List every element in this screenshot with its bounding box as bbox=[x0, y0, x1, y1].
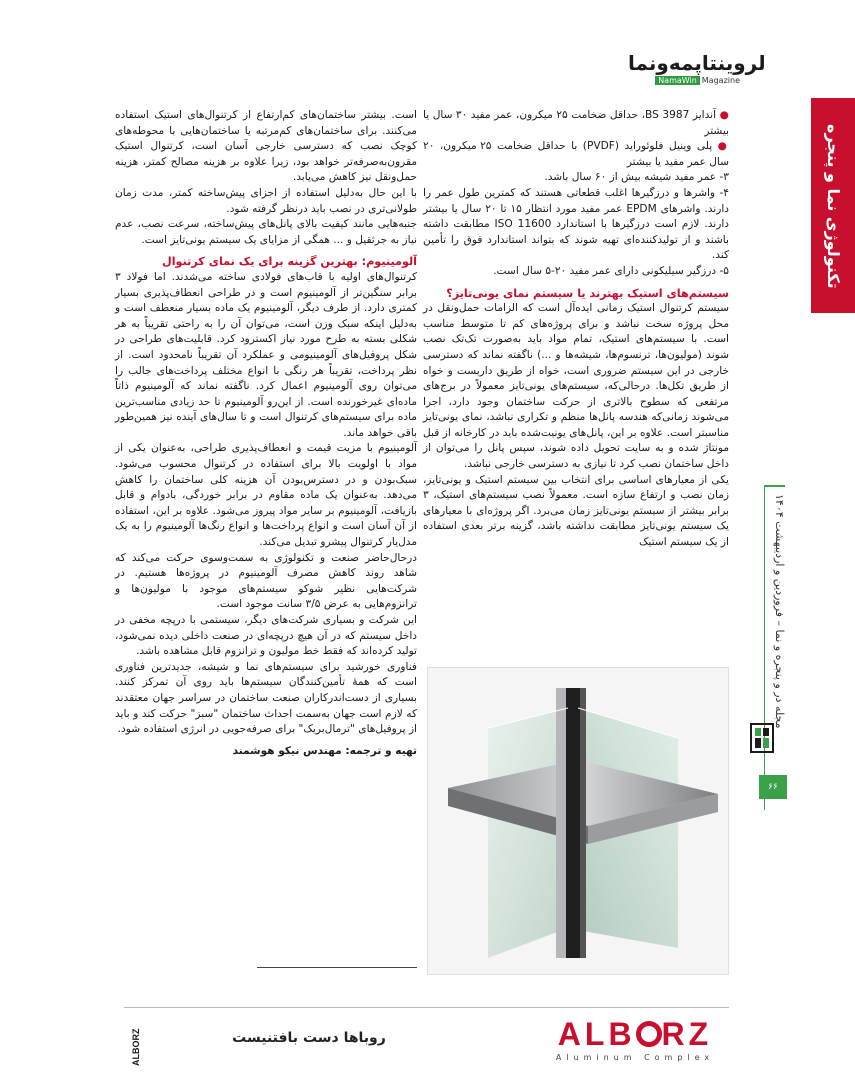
alborz-word-b: RZ bbox=[661, 1016, 713, 1052]
issue-caption: مجله در و پنجره و نما – فروردین و اردیبهشت ۱۴۰۴ bbox=[773, 494, 786, 729]
alborz-subtitle: Aluminum Complex bbox=[555, 1053, 715, 1062]
paragraph-text: پلی وینیل فلوئوراید (PVDF) با حداقل ضخامت ۲۵ میکرون، ۲۰ سال عمر مفید یا بیشتر bbox=[423, 140, 729, 168]
author-credit: تهیه و ترجمه: مهندس نیکو هوشمند bbox=[232, 744, 417, 757]
paragraph: سیستم کرتنوال استیک زمانی ایده‌آل است که الزامات حمل‌ونقل در محل پروژه سخت نباشد و برای پروژه‌های کم تا متوسط مناسب است. با سیستم‌های استیک، تمام مواد باید به‌صورت تک‌تک نصب شوند (مولیون‌ها، ترنسوم‌ها، شیشه‌ها و ...) ناگفته نماند که دسترسی خارجی در این سیستم ضروری است، خواه از طریق داربست و خواه از طریق تکل‌ها. درحالی‌که، سیستم‌های یونی‌تایز معمولاً در برج‌های مرتفعی که سطوح بالاتری از حرکت ساختمان وجود دارد، اجرا می‌شوند زمانی‌که هندسه پانل‌ها منظم و تکراری نباشد، نمای یونی‌تایز مناسبتر است. علاوه بر این، پانل‌های یونیت‌شده باید در کارخانه از قبل مونتاژ شده و به سایت تحویل داده شوند، سپس پانل را می‌توان از داخل ساختمان نصب کرد تا نیازی به دسترسی خارجی نباشد. bbox=[423, 302, 729, 471]
logo-en-text bbox=[628, 75, 740, 86]
footer-divider bbox=[124, 1007, 729, 1008]
footer-slogan: روباها دست بافتنیست bbox=[232, 1030, 386, 1046]
side-tick-line bbox=[765, 485, 785, 487]
alborz-logo bbox=[541, 1018, 729, 1064]
paragraph: کرتنوال‌های اولیه با قاب‌های فولادی ساخته می‌شدند. اما فولاد ۳ برابر سنگین‌تر از آلومینیوم است و در طراحی انعطاف‌پذیری بسیار کمتری دارد. از طرف دیگر، آلومینیوم یک ماده بسیار منعطف است و به‌دلیل اینکه سبک وزن است، می‌توان آن را به راحتی تقریباً به هر شکلی بسته به طرح مورد نیاز اکسترود کرد. قابلیت‌های طراحی در شکل پروفیل‌های آلومینیومی و عملکرد آن تقریباً نامحدود است. از نظر پرداخت، تقریباً هر رنگی با انواع مختلف پرداخت‌های جالب را می‌توان روی آلومینیوم اعمال کرد. ناگفته نماند که آلومینیوم ذاتاً ماده‌ای غیرخورنده است. از این‌رو آلومینیوم تا حد زیادی مناسب‌ترین ماده برای سیستم‌های کرتنوال است و تا سال‌های آینده نیز همین‌طور باقی خواهد ماند. bbox=[115, 270, 417, 439]
paragraph: یکی از معیارهای اساسی برای انتخاب بین سیستم استیک و یونی‌تایز، زمان نصب و ارتفاع سازه است. معمولاً نصب سیستم‌های استیک، ۳ برابر بیشتر از سیستم یونی‌تایز زمان می‌برد. اگر پروژه‌ای با معیارهای یک سیستم یونی‌تایز مطابقت نداشته باشد، گزینه برتر بعدی استفاده از یک سیستم استیک bbox=[423, 473, 729, 549]
paragraph: ۵- درزگیر سیلیکونی دارای عمر مفید ۲۰-۵ سال است. bbox=[493, 264, 729, 277]
paragraph: است. بیشتر ساختمان‌های کم‌ارتفاع از کرتنوال‌های استیک استفاده می‌کنند. برای ساختمان‌های کم‌مرتبه یا ساختمان‌هایی با محوطه‌های کوچک نصب که دسترسی خارجی آسان است، کرتنوال استیک مقرون‌به‌صرفه‌تر خواهد بود، زیرا علاوه بر هزینه مصالح کمتر، هزینه حمل‌ونقل نیز کاهش می‌یابد. bbox=[115, 109, 417, 184]
side-vertical-line bbox=[764, 485, 765, 810]
author-underline bbox=[257, 967, 417, 968]
section-heading: سیستم‌های استیک بهترند یا سیستم نمای یونی‌تایز؟ bbox=[446, 286, 729, 300]
curtain-wall-photo bbox=[427, 667, 729, 975]
logo-en-right: Magazine bbox=[701, 76, 740, 85]
paragraph: فناوری خورشید برای سیستم‌های نما و شیشه، جدیدترین فناوری است که همهٔ تأمین‌کنندگان سیستم‌ها باید روی آن تمرکز کنند. بسیاری از دست‌اندرکاران صنعت ساختمان در سراسر جهان معتقدند که لازم است جهان به‌سمت احداث ساختمان "سبز" حرکت کند و باید از پروفیل‌های "ترمال‌بریک" برای صرفه‌جویی در انرژی استفاده شود. bbox=[115, 660, 417, 736]
section-band bbox=[811, 98, 855, 313]
paragraph: آلومینیوم با مزیت قیمت و انعطاف‌پذیری طراحی، به‌عنوان یکی از مواد با اولویت بالا برای استفاده در کرتنوال محسوب می‌شود. سبک‌بودن و در دسترس‌بودن آن هزینه کلی ساختمان را کاهش می‌دهد. به‌عنوان یک ماده مقاوم در برابر خوردگی، بادوام و قابل بازیافت، آلومینیوم بر سایر مواد پیروز می‌شود. علاوه بر این، استفاده از آن آسان است و انواع پرداخت‌ها و انواع رنگ‌ها آلومینیوم را به یک مدل‌یار کرتنوال پیشرو تبدیل می‌کند. bbox=[115, 442, 417, 549]
alborz-vertical-text: ALBORZ bbox=[131, 1028, 141, 1066]
alborz-vertical-mark bbox=[129, 1018, 143, 1068]
alborz-wordmark bbox=[541, 1018, 729, 1050]
paragraph: ۴- واشرها و درزگیرها اغلب قطعاتی هستند که کمترین طول عمر را دارند. واشرهای EPDM عمر مفید مورد انتظار ۱۵ تا ۲۰ سال یا بیشتر دارند. لازم است درزگیرها با استاندارد ISO 11600 مطابقت داشته باشند و از تولیدکننده‌ای تهیه شوند که بتواند استاندارد فوق را تأمین کند. bbox=[423, 186, 729, 262]
alborz-o-ring-icon bbox=[636, 1021, 662, 1047]
window-logo-icon bbox=[747, 718, 777, 758]
paragraph bbox=[423, 108, 729, 139]
paragraph: ۳- عمر مفید شیشه بیش از ۶۰ سال باشد. bbox=[544, 171, 729, 184]
paragraph: این شرکت و بسیاری شرکت‌های دیگر، سیستمی با درپچه مخفی در داخل سیستم که در آن هیچ درپچه‌ای در صنعت داخلی دیده نمی‌شود، تولید کرده‌اند که فقط خط مولیون و ترانزوم قابل مشاهده باشد. bbox=[115, 614, 417, 658]
bullet-icon: ● bbox=[712, 140, 729, 153]
logo-en-left: NamaWin bbox=[655, 76, 700, 85]
paragraph-text: آندایز 3987 BS، حداقل ضخامت ۲۵ میکرون، عمر مفید ۳۰ سال یا بیشتر bbox=[423, 109, 729, 137]
paragraph: جنبه‌هایی مانند کیفیت بالای پانل‌های پیش‌ساخته، سرعت نصب، عدم نیاز به جرثقیل و ... همگی از مزایای یک سیستم یونی‌تایز است. bbox=[115, 218, 417, 246]
article-column-left bbox=[115, 108, 417, 759]
paragraph: درحال‌حاضر صنعت و تکنولوژی به سمت‌وسوی حرکت می‌کند که شاهد روند کاهش مصرف آلومینیوم در پروژه‌ها هستیم. در شرکت‌هایی نظیر شوکو سیستم‌های موجود با مولیون‌ها و ترانزوم‌هایی به عرض ۳/۵ سانت موجود است. bbox=[115, 551, 417, 611]
paragraph: با این حال به‌دلیل استفاده از اجزای پیش‌ساخته کمتر، مدت زمان طولانی‌تری در نصب باید درنظر گرفته شود. bbox=[115, 186, 417, 215]
page-number: ۶۶ bbox=[759, 775, 787, 799]
logo-fa-text: لروینتاپمه‌و‌نما bbox=[628, 51, 766, 75]
paragraph bbox=[423, 139, 729, 170]
magazine-logo bbox=[628, 51, 766, 90]
article-column-right bbox=[423, 108, 729, 551]
section-heading: آلومینیوم: بهترین گزینه برای یک نمای کرتنوال bbox=[162, 255, 417, 269]
alborz-word-a: ALB bbox=[557, 1016, 636, 1052]
section-title: تکنولوژی نما و پنجره bbox=[824, 124, 843, 289]
bullet-icon: ● bbox=[716, 109, 729, 121]
